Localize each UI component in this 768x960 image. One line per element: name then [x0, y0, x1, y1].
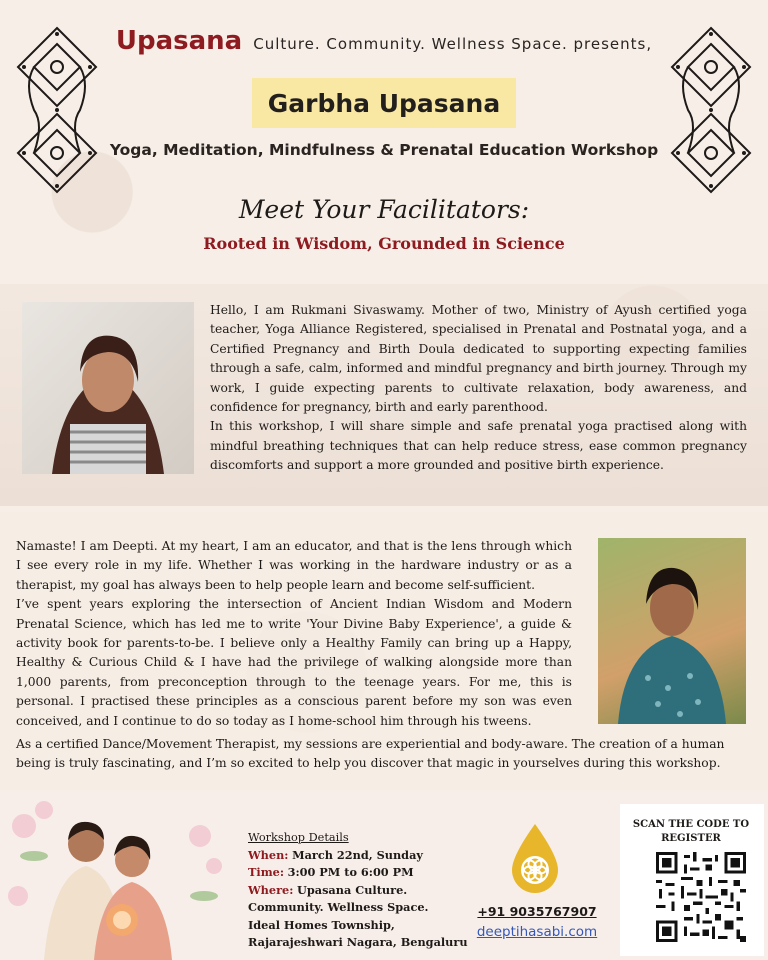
bio-paragraph: Namaste! I am Deepti. At my heart, I am an educator, and that is the lens through which I see every role in my life. Whether I was working in the hardware industry or as a therapist, my goal has always been to help people learn and become self-sufficient. [16, 539, 572, 592]
brand-tagline: Culture. Community. Wellness Space. presents, [253, 35, 653, 53]
bio-paragraph: In this workshop, I will share simple and safe prenatal yoga practised along with mindful breathing techniques that can help reduce stress, ease common pregnancy discomforts and support a more grounded and positive birth experience. [210, 419, 747, 473]
facilitator-bio-rukmani [210, 301, 747, 476]
address-line: Rajarajeshwari Nagara, Bengaluru [248, 934, 468, 949]
contact-website-link[interactable]: deeptihasabi.com [476, 924, 598, 940]
workshop-subtitle: Yoga, Meditation, Mindfulness & Prenatal Education Workshop [109, 141, 659, 159]
time-value: 3:00 PM to 6:00 PM [287, 865, 414, 880]
contact-phone[interactable]: +91 9035767907 [477, 904, 597, 919]
facilitator-bio-deepti-closing: As a certified Dance/Movement Therapist, my sessions are experiential and body-aware. The creation of a human being is truly fascinating, and I’m so excited to help you discover that magic in yourselves during this workshop. [16, 737, 725, 771]
workshop-details-heading: Workshop Details [248, 831, 349, 844]
where-value: Upasana Culture. Community. Wellness Space. [248, 882, 429, 915]
workshop-time [248, 864, 478, 882]
title-highlight [252, 78, 516, 128]
workshop-where [248, 882, 478, 917]
upasana-logo [506, 822, 564, 896]
facilitator-photo-deepti [598, 538, 746, 724]
couple-illustration [4, 796, 230, 960]
when-label: When: [248, 847, 289, 862]
facilitators-heading: Meet Your Facilitators: [238, 195, 530, 224]
facilitator-photo-rukmani [22, 302, 194, 474]
facilitators-tagline: Rooted in Wisdom, Grounded in Science [203, 234, 565, 253]
address-line: Ideal Homes Township, [248, 917, 395, 932]
header [0, 26, 768, 56]
where-label: Where: [248, 882, 294, 897]
workshop-when [248, 847, 478, 865]
when-value: March 22nd, Sunday [292, 847, 423, 862]
workshop-details [248, 830, 478, 950]
page-title: Garbha Upasana [267, 88, 501, 118]
facilitator-bio-deepti [16, 537, 572, 731]
registration-qr-code[interactable] [656, 852, 746, 942]
bio-paragraph: Hello, I am Rukmani Sivaswamy. Mother of two, Ministry of Ayush certified yoga teacher, Yoga Alliance Registered, specialised in Prenatal and Postnatal yoga, and a Certified Pregnancy and Birth Doula dedicated to supporting expecting families through a safe, calm, informed and mindful pregnancy and birth journey. Through my work, I guide expecting parents to cultivate relaxation, body awareness, and confidence for pregnancy, birth and early parenthood. [210, 303, 747, 415]
brand-name: Upasana [115, 26, 243, 56]
time-label: Time: [248, 865, 285, 880]
bio-paragraph: I’ve spent years exploring the intersection of Ancient Indian Wisdom and Modern Prenatal Science, which has led me to write 'Your Divine Baby Experience', a guide & activity book for parents-to-be. I believe only a Healthy Family can bring up a Happy, Healthy & Curious Child & I have had the privilege of walking alongside more than 1,000 parents, from preconception through to the teenage years. For me, this is personal. I practised these principles as a conscious parent before my son was even conceived, and I continue to do so today as I home-school him through his tweens. [16, 597, 572, 728]
qr-label: SCAN THE CODE TO REGISTER [632, 819, 750, 844]
